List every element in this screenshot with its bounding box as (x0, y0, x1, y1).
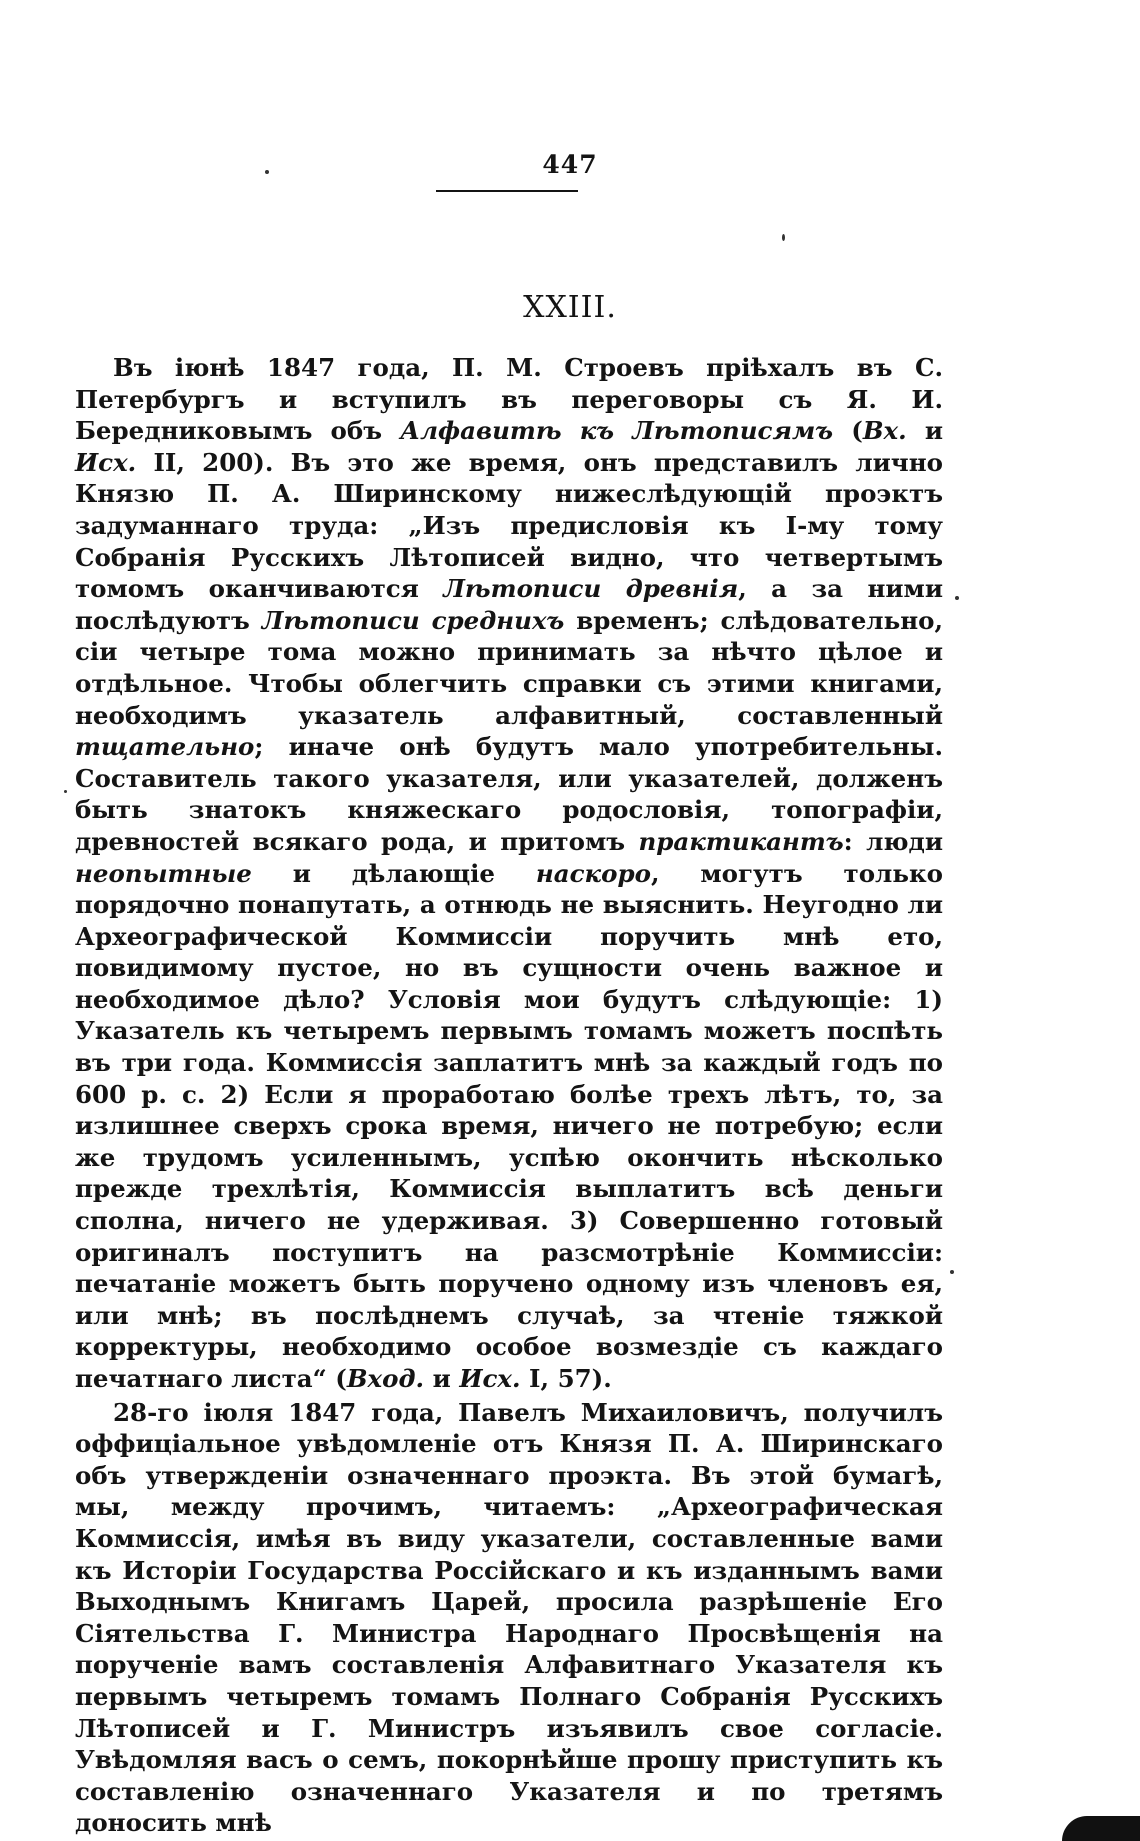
paragraph-1-italic: тщательно (75, 732, 255, 762)
scan-speck (782, 234, 785, 241)
paragraph-1-text: : люди (843, 826, 943, 856)
chapter-heading: XXIII. (523, 290, 617, 325)
paragraph-1-text: I, 57). (520, 1364, 612, 1393)
page-number: 447 (542, 150, 598, 179)
paragraph-1-text: ; иначе онѣ будутъ мало употребительны. Составитель такого указателя, или указателей, долженъ быть знатокъ княжескаго родословія, топографіи, древностей всякаго рода, и притомъ (75, 732, 943, 856)
paragraph-1-italic: наскоро (535, 858, 651, 888)
paragraph-1-italic: практикантъ (638, 826, 844, 856)
page-corner-mark (1062, 1816, 1140, 1841)
paragraph-1-text: ( (833, 416, 863, 446)
paragraph-1-text: временъ; слѣдовательно, сіи четыре тома можно принимать за нѣчто цѣлое и отдѣльное. Чтобы облегчить справки съ этими книгами, необходимъ указатель алфавитный, составленный (75, 605, 943, 730)
page-number-rule (436, 190, 578, 192)
paragraph-1-text: и дѣлающіе (251, 858, 536, 888)
paragraph-1-italic: неопытные (75, 858, 252, 888)
paragraph-1-text: , могутъ только порядочно понапутать, а отнюдь не выяснить. Неугодно ли Археографической Коммиссіи поручить мнѣ ето, повидимому пустое, но въ сущности очень важное и необходимое дѣло? Условія мои будутъ слѣдующіе: 1) Указатель къ четыремъ первымъ томамъ можетъ поспѣть въ три года. Коммиссія заплатитъ мнѣ за каждый годъ по 600 р. с. 2) Если я проработаю болѣе трехъ лѣтъ, то, за излишнее сверхъ срока время, ничего не потребую; если же трудомъ усиленнымъ, успѣю окончить нѣсколько прежде трехлѣтія, Коммиссія выплатитъ всѣ деньги сполна, ничего не удерживая. 3) Совершенно готовый оригиналъ поступитъ на разсмотрѣніе Коммиссіи: печатаніе можетъ быть поручено одному изъ членовъ ея, или мнѣ; въ послѣднемъ случаѣ, за чтеніе тяжкой корректуры, необходимо особое возмездіе съ каждаго печатнаго листа“ ( (75, 858, 943, 1393)
paragraph-1-text: , а за ними послѣдуютъ (75, 574, 943, 635)
paragraph-1-text: и (424, 1364, 460, 1393)
scan-speck (955, 596, 959, 600)
scan-speck (64, 790, 67, 793)
paragraph-1-text: Въ іюнѣ 1847 года, П. М. Строевъ пріѣхалъ въ С. Петербургъ и вступилъ въ переговоры съ Я. И. Бередниковымъ объ (75, 353, 943, 446)
paragraph-1-text: и (906, 416, 943, 446)
paragraph-1-italic: Лѣтописи древнія (443, 574, 739, 604)
paragraph-1-text: II, 200). Въ это же время, онъ представилъ лично Князю П. А. Ширинскому нижеслѣдующій проэктъ задуманнаго труда: „Изъ предисловія къ I-му тому Собранія Русскихъ Лѣтописей видно, что четвертымъ томомъ оканчиваются (75, 447, 943, 604)
scan-speck (950, 1270, 954, 1274)
paragraph-1-italic: Вход. (346, 1364, 425, 1393)
scan-speck (265, 170, 269, 174)
paragraph-1-italic: Лѣтописи среднихъ (261, 605, 565, 635)
body-text (75, 352, 943, 1839)
paragraph-1-italic: Алфавитѣ къ Лѣтописямъ (400, 416, 834, 446)
paragraph-1-italic: Исх. (75, 447, 137, 477)
paragraph-2: 28-го іюля 1847 года, Павелъ Михаиловичъ, получилъ оффиціальное увѣдомленіе отъ Князя П. А. Ширинскаго объ утвержденіи означеннаго проэкта. Въ этой бумагѣ, мы, между прочимъ, читаемъ: „Археографическая Коммиссія, имѣя въ виду указатели, составленные вами къ Исторіи Государства Россійскаго и къ изданнымъ вами Выходнымъ Книгамъ Царей, просила разрѣшеніе Его Сіятельства Г. Министра Народнаго Просвѣщенія на порученіе вамъ составленія Алфавитнаго Указателя къ первымъ четыремъ томамъ Полнаго Собранія Русскихъ Лѣтописей и Г. Министръ изъявилъ свое согласіе. Увѣдомляя васъ о семъ, покорнѣйше прошу приступить къ составленію означеннаго Указателя и по третямъ доносить мнѣ (75, 1397, 943, 1838)
paragraph-1 (75, 352, 943, 1395)
paragraph-1-italic: Вх. (862, 416, 907, 446)
paragraph-1-italic: Исх. (459, 1364, 521, 1393)
